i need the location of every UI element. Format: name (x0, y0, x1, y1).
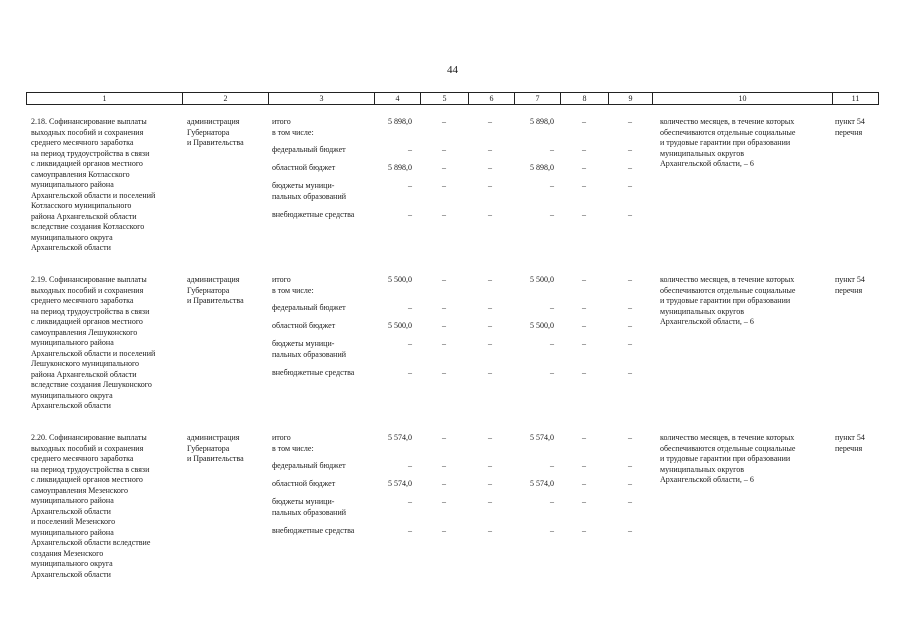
column-number-4: 4 (374, 93, 420, 104)
result-indicator: количество месяцев, в течение которых обеспечиваются отдельные социальные и трудовые гарантии при образовании муниципальных округов Архангельской области, – 6 (660, 117, 796, 168)
funding-value-c7: 5 898,0 (530, 163, 554, 172)
funding-value-c9: – (628, 497, 632, 506)
funding-source: итого в том числе: (272, 117, 314, 137)
funding-value-c6: – (488, 479, 492, 488)
funding-value-c6: – (488, 526, 492, 535)
funding-value-c7: – (550, 210, 554, 219)
funding-value-c6: – (488, 461, 492, 470)
funding-value-c9: – (628, 368, 632, 377)
funding-value-c6: – (488, 497, 492, 506)
funding-value-c7: 5 574,0 (530, 479, 554, 488)
funding-value-c6: – (488, 339, 492, 348)
funding-value-c4: 5 574,0 (388, 433, 412, 442)
funding-value-c8: – (582, 497, 586, 506)
funding-source: федеральный бюджет (272, 303, 346, 312)
funding-value-c7: – (550, 339, 554, 348)
funding-source: областной бюджет (272, 479, 336, 488)
funding-value-c4: – (408, 145, 412, 154)
funding-value-c6: – (488, 433, 492, 442)
funding-source: областной бюджет (272, 163, 336, 172)
funding-value-c6: – (488, 368, 492, 377)
funding-value-c5: – (442, 117, 446, 126)
funding-value-c8: – (582, 479, 586, 488)
column-number-6: 6 (468, 93, 514, 104)
funding-value-c9: – (628, 163, 632, 172)
page-number: 44 (447, 64, 458, 76)
funding-value-c4: – (408, 526, 412, 535)
column-number-5: 5 (420, 93, 468, 104)
funding-value-c8: – (582, 368, 586, 377)
funding-value-c9: – (628, 321, 632, 330)
funding-value-c6: – (488, 303, 492, 312)
funding-value-c8: – (582, 461, 586, 470)
funding-value-c5: – (442, 163, 446, 172)
funding-value-c5: – (442, 461, 446, 470)
funding-value-c9: – (628, 479, 632, 488)
funding-value-c4: 5 898,0 (388, 117, 412, 126)
funding-source: областной бюджет (272, 321, 336, 330)
funding-value-c4: 5 500,0 (388, 275, 412, 284)
funding-value-c8: – (582, 181, 586, 190)
funding-value-c6: – (488, 117, 492, 126)
funding-value-c4: – (408, 303, 412, 312)
funding-value-c7: 5 500,0 (530, 321, 554, 330)
funding-value-c7: – (550, 145, 554, 154)
funding-value-c4: – (408, 461, 412, 470)
column-number-10: 10 (652, 93, 832, 104)
result-indicator: количество месяцев, в течение которых обеспечиваются отдельные социальные и трудовые гарантии при образовании муниципальных округов Архангельской области, – 6 (660, 275, 796, 326)
funding-value-c7: – (550, 526, 554, 535)
funding-value-c9: – (628, 210, 632, 219)
funding-value-c5: – (442, 275, 446, 284)
funding-value-c5: – (442, 210, 446, 219)
funding-value-c7: 5 500,0 (530, 275, 554, 284)
funding-value-c9: – (628, 433, 632, 442)
funding-value-c8: – (582, 303, 586, 312)
funding-value-c8: – (582, 339, 586, 348)
funding-value-c4: 5 898,0 (388, 163, 412, 172)
list-reference: пункт 54 перечня (835, 275, 865, 295)
funding-value-c6: – (488, 145, 492, 154)
funding-value-c5: – (442, 497, 446, 506)
funding-value-c6: – (488, 321, 492, 330)
funding-value-c7: – (550, 368, 554, 377)
funding-value-c5: – (442, 321, 446, 330)
funding-value-c7: 5 898,0 (530, 117, 554, 126)
funding-value-c6: – (488, 181, 492, 190)
funding-value-c4: – (408, 339, 412, 348)
funding-value-c5: – (442, 368, 446, 377)
funding-value-c4: – (408, 181, 412, 190)
funding-value-c9: – (628, 303, 632, 312)
funding-value-c5: – (442, 145, 446, 154)
funding-value-c8: – (582, 321, 586, 330)
funding-value-c9: – (628, 461, 632, 470)
funding-source: бюджеты муници- пальных образований (272, 339, 346, 359)
column-number-11: 11 (832, 93, 879, 104)
funding-value-c4: – (408, 210, 412, 219)
column-number-header (26, 92, 879, 105)
funding-value-c5: – (442, 339, 446, 348)
funding-source: итого в том числе: (272, 275, 314, 295)
funding-source: итого в том числе: (272, 433, 314, 453)
funding-value-c9: – (628, 275, 632, 284)
funding-value-c7: – (550, 497, 554, 506)
funding-value-c4: 5 500,0 (388, 321, 412, 330)
funding-source: внебюджетные средства (272, 526, 355, 535)
column-number-7: 7 (514, 93, 560, 104)
column-number-9: 9 (608, 93, 652, 104)
funding-value-c4: 5 574,0 (388, 479, 412, 488)
funding-value-c8: – (582, 117, 586, 126)
funding-source: бюджеты муници- пальных образований (272, 181, 346, 201)
funding-value-c9: – (628, 145, 632, 154)
funding-value-c6: – (488, 210, 492, 219)
executor-name: администрация Губернатора и Правительства (187, 117, 244, 147)
funding-value-c7: – (550, 181, 554, 190)
funding-value-c5: – (442, 303, 446, 312)
result-indicator: количество месяцев, в течение которых обеспечиваются отдельные социальные и трудовые гарантии при образовании муниципальных округов Архангельской области, – 6 (660, 433, 796, 484)
funding-value-c9: – (628, 117, 632, 126)
executor-name: администрация Губернатора и Правительства (187, 433, 244, 463)
funding-value-c8: – (582, 433, 586, 442)
funding-source: внебюджетные средства (272, 210, 355, 219)
column-number-1: 1 (26, 93, 182, 104)
column-number-2: 2 (182, 93, 268, 104)
funding-value-c5: – (442, 433, 446, 442)
list-reference: пункт 54 перечня (835, 433, 865, 453)
funding-value-c7: – (550, 461, 554, 470)
funding-source: федеральный бюджет (272, 461, 346, 470)
funding-value-c4: – (408, 497, 412, 506)
funding-value-c8: – (582, 145, 586, 154)
executor-name: администрация Губернатора и Правительства (187, 275, 244, 305)
funding-value-c5: – (442, 181, 446, 190)
funding-value-c6: – (488, 275, 492, 284)
funding-value-c7: – (550, 303, 554, 312)
funding-value-c4: – (408, 368, 412, 377)
funding-value-c8: – (582, 275, 586, 284)
funding-source: бюджеты муници- пальных образований (272, 497, 346, 517)
funding-value-c8: – (582, 163, 586, 172)
funding-value-c6: – (488, 163, 492, 172)
measure-description: 2.19. Софинансирование выплаты выходных пособий и сохранения среднего месячного заработка на период трудоустройства в связи с ликвидацией органов местного самоуправления Лешуконского муниципального района Архангельской области и поселений Лешуконского муниципального района Архангельской области вследствие создания Лешуконского муниципального округа Архангельской области (31, 275, 156, 410)
funding-source: внебюджетные средства (272, 368, 355, 377)
funding-value-c9: – (628, 339, 632, 348)
funding-source: федеральный бюджет (272, 145, 346, 154)
column-number-3: 3 (268, 93, 374, 104)
funding-value-c7: 5 574,0 (530, 433, 554, 442)
funding-value-c9: – (628, 526, 632, 535)
funding-value-c8: – (582, 526, 586, 535)
list-reference: пункт 54 перечня (835, 117, 865, 137)
funding-value-c5: – (442, 479, 446, 488)
funding-value-c5: – (442, 526, 446, 535)
measure-description: 2.18. Софинансирование выплаты выходных пособий и сохранения среднего месячного заработка на период трудоустройства в связи с ликвидацией органов местного самоуправления Котласского муниципального района Архангельской области и поселений Котласского муниципального района Архангельской области вследствие создания Котласского муниципального округа Архангельской области (31, 117, 156, 252)
measure-description: 2.20. Софинансирование выплаты выходных пособий и сохранения среднего месячного заработка на период трудоустройства в связи с ликвидацией органов местного самоуправления Мезенского муниципального района Архангельской области и поселений Мезенского муниципального района Архангельской области вследствие создания Мезенского муниципального округа Архангельской области (31, 433, 151, 579)
funding-value-c8: – (582, 210, 586, 219)
funding-value-c9: – (628, 181, 632, 190)
column-number-8: 8 (560, 93, 608, 104)
